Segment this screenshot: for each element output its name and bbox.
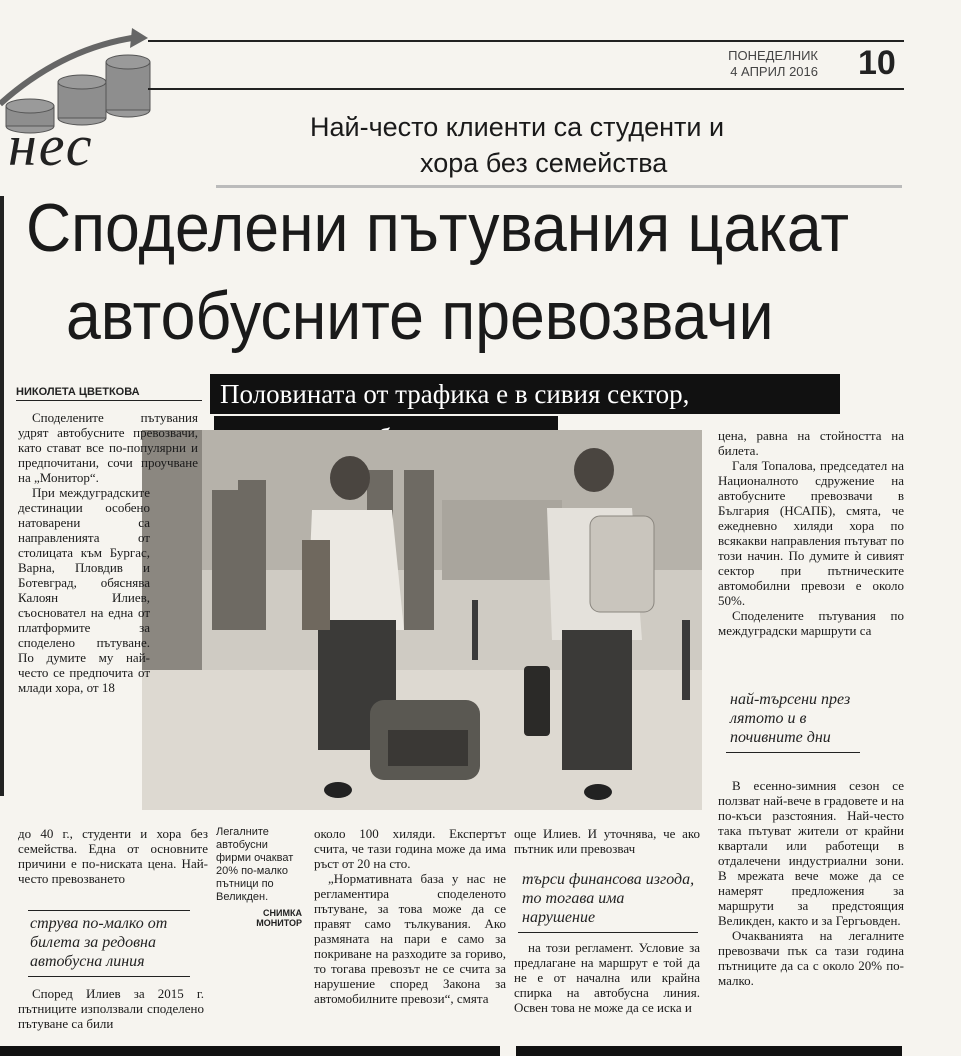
section-logo <box>0 20 170 178</box>
next-article-bar-left <box>0 1046 500 1056</box>
col5-paragraph-4: В есенно-зимния сезон се ползват най-вече в градовете и на по-къси разстояния. Най-често така пътуват жители от крайни квартали или работещи в отдалечени индустриални зони. В мрежата вече може да се намерят предложения за маршрути за предстоящия Великден, както и за Гергьовден. <box>718 778 904 928</box>
pull1-rule-top <box>28 910 190 911</box>
subhead-line1: Половината от трафика е в сивия сектор, <box>220 379 690 409</box>
photo-caption: Легалните автобусни фирми очакват 20% по-малко пътници по Великден. <box>216 826 294 903</box>
kicker-line2: хора без семейства <box>420 148 668 178</box>
column-4-lower <box>514 940 700 1015</box>
pull-quote-1: струва по-малко от билета за редовна автобусна линия <box>30 915 168 970</box>
date: 4 АПРИЛ 2016 <box>730 64 818 79</box>
col1-paragraph-3: до 40 г., студенти и хора без семейства. Една от основните причини е по-ниската цена. Най-често превозването <box>18 826 208 886</box>
col1-paragraph-1: Споделените пътувания удрят автобусните превозвачи, като стават все по-популярни и предпочитани, сочи проучване на „Монитор“. <box>18 410 198 485</box>
kicker-line1: Най-често клиенти са студенти и <box>310 112 725 142</box>
header-rule <box>148 40 904 42</box>
article-photo <box>142 430 702 810</box>
page-number: 10 <box>858 44 896 82</box>
column-5 <box>718 428 904 638</box>
col4-paragraph-1: още Илиев. И уточнява, че ако пътник или превозвач <box>514 826 700 856</box>
pull1-rule-bottom <box>28 976 190 977</box>
section-logo-text: нес <box>8 113 94 178</box>
pull3-rule-bottom <box>726 752 860 753</box>
headline-left-frame <box>0 196 4 796</box>
column-3 <box>314 826 506 1006</box>
headline-line1: Споделени пътувания цакат <box>26 190 849 266</box>
col1-paragraph-2: При междуградските дестинации особено натоварени са направленията от столицата към Бургас, Варна, Пловдив и Ботевград, обяснява Калоян Илиев, съосновател на една от платформите за споделено пътуване. По думите му най-често се предпочита от млади хора, от 18 <box>18 485 150 695</box>
col4-paragraph-2: на този регламент. Условие за предлагане на маршрут е той да не е от начална или крайна спирка на автобусна линия. Освен това не може да се иска и <box>514 940 700 1015</box>
pull-quote-3: най-търсени през лятото и в почивните дни <box>730 691 851 746</box>
col5-paragraph-1: цена, равна на стойността на билета. <box>718 428 904 458</box>
column-5-lower <box>718 778 904 988</box>
pull-quote-2: търси финансова изгода, то тогава има нарушение <box>522 871 695 926</box>
col5-paragraph-2: Галя Топалова, председател на Националното сдружение на автобусните превозвачи в България (НСАПБ), смята, че ежедневно хиляди хора по всякакви направления пътуват по този начин. По думите ѝ сивият сектор при пътническите автомобилни превози е около 50%. <box>718 458 904 608</box>
weekday: ПОНЕДЕЛНИК <box>728 48 818 63</box>
col5-paragraph-5: Очакванията на легалните превозвачи пък са тази година пътниците да са с около 20% по-малко. <box>718 928 904 988</box>
col5-paragraph-3: Споделените пътувания по междуградски маршрути са <box>718 608 904 638</box>
photo-credit-line2: МОНИТОР <box>256 918 302 928</box>
column-4 <box>514 826 700 856</box>
headline-line2: автобусните превозвачи <box>66 278 774 354</box>
col1-bottom <box>18 986 204 1031</box>
next-article-bar-right <box>516 1046 902 1056</box>
col1-continue <box>18 826 208 886</box>
author-byline: НИКОЛЕТА ЦВЕТКОВА <box>16 386 140 398</box>
column-1 <box>18 410 198 695</box>
photo-credit-line1: СНИМКА <box>263 908 302 918</box>
header-rule-lower <box>148 88 904 90</box>
author-rule <box>16 400 202 401</box>
col3-paragraph-2: „Нормативната база у нас не регламентира споделеното пътуване, за това може да се правят само тълкувания. Ако размяната на пари е само за покриване на разходите за гориво, то тогава превозът не се счита за нарушение според Закона за автомобилните превози“, смята <box>314 871 506 1006</box>
pull2-rule-bottom <box>518 932 698 933</box>
col1-paragraph-4: Според Илиев за 2015 г. пътниците използвали споделено пътуване са били <box>18 986 204 1031</box>
col3-paragraph-1: около 100 хиляди. Експертът счита, че тази година може да има ръст от 20 на сто. <box>314 826 506 871</box>
